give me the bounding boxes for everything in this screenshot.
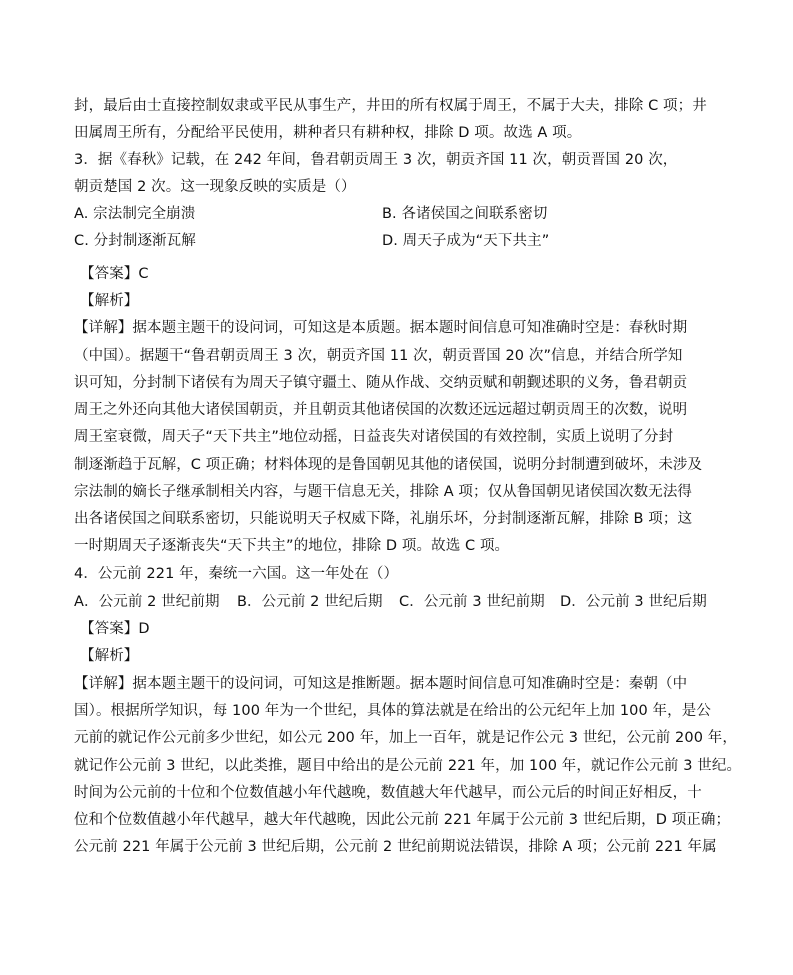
q3-option-a: A. 宗法制完全崩溃 (74, 206, 196, 222)
q3-detail-line: 制逐渐趋于瓦解，C 项正确；材料体现的是鲁国朝见其他的诸侯国，说明分封制遭到破坏，未涉及 (74, 457, 703, 473)
text-line: 封，最后由士直接控制奴隶或平民从事生产，井田的所有权属于周王，不属于大夫，排除 C 项；井 (74, 98, 707, 114)
q4-detail-line: 国）。根据所学知识，每 100 年为一个世纪，具体的算法就是在给出的公元纪年上加 100 年，是公 (74, 703, 711, 719)
q3-answer: 【答案】C (80, 266, 149, 282)
q3-detail-line: 一时期周天子逐渐丧失“天下共主”的地位，排除 D 项。故选 C 项。 (74, 538, 510, 554)
q3-analysis-label: 【解析】 (80, 293, 139, 309)
question-3-stem: 3．据《春秋》记载，在 242 年间，鲁君朝贡周王 3 次，朝贡齐国 11 次，朝贡晋国 20 次， (74, 152, 678, 168)
q3-detail-line: （中国）。据题干“鲁君朝贡周王 3 次，朝贡齐国 11 次，朝贡晋国 20 次”信息，并结合所学知 (74, 348, 683, 364)
question-4-stem: 4．公元前 221 年，秦统一六国。这一年处在（） (74, 566, 399, 582)
q3-detail-line: 宗法制的嫡长子继承制相关内容，与题干信息无关，排除 A 项；仅从鲁国朝见诸侯国次数无法得 (74, 484, 693, 500)
q3-detail-line: 周王之外还向其他大诸侯国朝贡，并且朝贡其他诸侯国的次数还远远超过朝贡周王的次数，说明 (74, 402, 688, 418)
q3-option-c: C. 分封制逐渐瓦解 (74, 233, 196, 249)
q3-detail-line: 出各诸侯国之间联系密切，只能说明天子权威下降，礼崩乐坏，分封制逐渐瓦解，排除 B 项；这 (74, 511, 693, 527)
q3-detail-line: 周王室衰微，周天子“天下共主”地位动摇，日益丧失对诸侯国的有效控制，实质上说明了分封 (74, 429, 674, 445)
q4-option-c: C．公元前 3 世纪前期 (399, 594, 545, 610)
q3-detail-line: 【详解】据本题主题干的设问词，可知这是本质题。据本题时间信息可知准确时空是：春秋时期 (74, 320, 688, 336)
q4-detail-line: 【详解】据本题主题干的设问词，可知这是推断题。据本题时间信息可知准确时空是：秦朝（中 (74, 676, 688, 692)
q3-option-d: D. 周天子成为“天下共主” (382, 233, 550, 249)
question-3-stem: 朝贡楚国 2 次。这一现象反映的实质是（） (74, 179, 356, 195)
q4-detail-line: 时间为公元前的十位和个位数值越小年代越晚，数值越大年代越早，而公元后的时间正好相反，十 (74, 785, 702, 801)
q4-detail-line: 位和个位数值越小年代越早，越大年代越晚，因此公元前 221 年属于公元前 3 世纪后期，D 项正确； (74, 812, 731, 828)
q4-option-d: D．公元前 3 世纪后期 (560, 594, 707, 610)
q4-option-a: A．公元前 2 世纪前期 (74, 594, 220, 610)
q3-option-b: B. 各诸侯国之间联系密切 (382, 206, 548, 222)
q4-option-b: B．公元前 2 世纪后期 (237, 594, 383, 610)
q4-detail-line: 元前的就记作公元前多少世纪，如公元 200 年，加上一百年，就是记作公元 3 世纪，公元前 200 年， (74, 730, 737, 746)
text-line: 田属周王所有，分配给平民使用，耕种者只有耕种权，排除 D 项。故选 A 项。 (74, 125, 582, 141)
q4-detail-line: 就记作公元前 3 世纪，以此类推，题目中给出的是公元前 221 年，加 100 年，就记作公元前 3 世纪。 (74, 758, 742, 774)
q4-answer: 【答案】D (80, 621, 150, 637)
q4-detail-line: 公元前 221 年属于公元前 3 世纪后期，公元前 2 世纪前期说法错误，排除 A 项；公元前 221 年属 (74, 839, 717, 855)
q4-analysis-label: 【解析】 (80, 648, 139, 664)
q3-detail-line: 识可知，分封制下诸侯有为周天子镇守疆土、随从作战、交纳贡赋和朝觐述职的义务，鲁君朝贡 (74, 375, 688, 391)
